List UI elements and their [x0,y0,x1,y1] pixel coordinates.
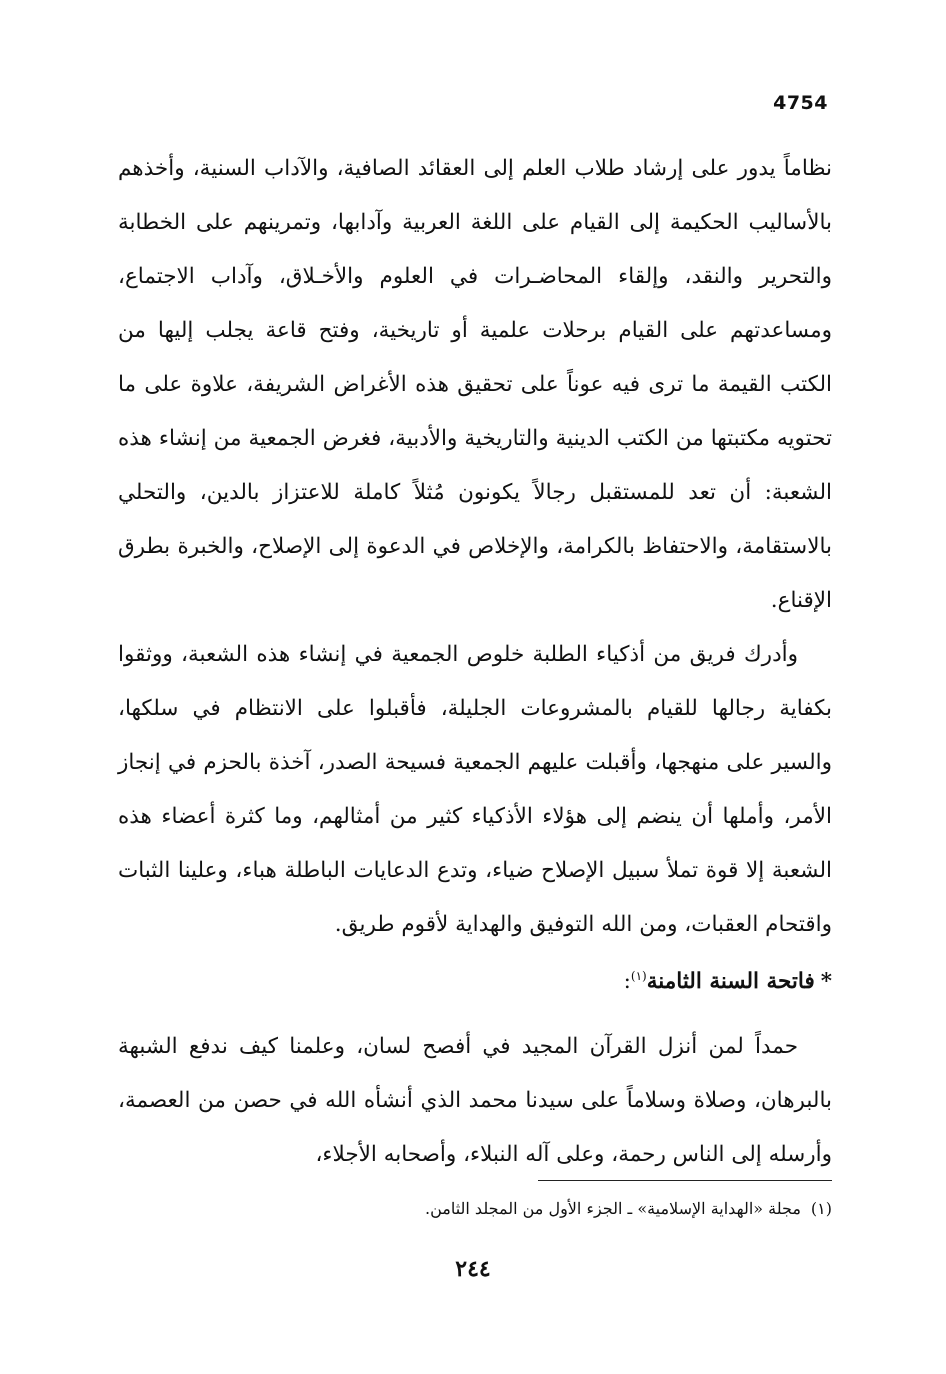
footnote-divider [538,1180,832,1181]
body-text [118,142,832,1182]
footnote-text: مجلة «الهداية الإسلامية» ـ الجزء الأول من المجلد الثامن. [424,1199,801,1218]
footnote-reference: (١) [630,968,647,983]
running-page-reference: 4754 [773,92,828,114]
footnote-number: (١) [810,1199,832,1218]
heading-colon: : [623,969,631,994]
section-heading [118,952,832,1012]
star-bullet-icon: * [820,969,832,994]
paragraph-2: وأدرك فريق من أذكياء الطلبة خلوص الجمعية في إنشاء هذه الشعبة، ووثقوا بكفاية رجالها للقيام بالمشروعات الجليلة، فأقبلوا على الانتظام في سلكها، والسير على منهجها، وأقبلت عليهم الجمعية فسيحة الصدر، آخذة بالحزم في إنجاز الأمر، وأملها أن ينضم إلى هؤلاء الأذكياء كثير من أمثالهم، وما كثرة أعضاء هذه الشعبة إلا قوة تملأ سبيل الإصلاح ضياء، وتدع الدعايات الباطلة هباء، وعلينا الثبات واقتحام العقبات، ومن الله التوفيق والهداية لأقوم طريق. [118,642,832,937]
paragraph-3: حمداً لمن أنزل القرآن المجيد في أفصح لسان، وعلمنا كيف ندفع الشبهة بالبرهان، وصلاة وسلاماً على سيدنا محمد الذي أنشأه الله في حصن من العصمة، وأرسله إلى الناس رحمة، وعلى آله النبلاء، وأصحابه الأجلاء، [118,1034,832,1167]
footnote [425,1196,832,1222]
section-heading-title: فاتحة السنة الثامنة [646,969,815,994]
page-number: ٢٤٤ [455,1256,491,1282]
paragraph-1: نظاماً يدور على إرشاد طلاب العلم إلى العقائد الصافية، والآداب السنية، وأخذهم بالأساليب الحكيمة إلى القيام على اللغة العربية وآدابها، وتمرينهم على الخطابة والتحرير والنقد، وإلقاء المحاضـرات في العلوم والأخـلاق، وآداب الاجتماع، ومساعدتهم على القيام برحلات علمية أو تاريخية، وفتح قاعة يجلب إليها من الكتب القيمة ما ترى فيه عوناً على تحقيق هذه الأغراض الشريفة، علاوة على ما تحتويه مكتبتها من الكتب الدينية والتاريخية والأدبية، فغرض الجمعية من إنشاء هذه الشعبة: أن تعد للمستقبل رجالاً يكونون مُثلاً كاملة للاعتزاز بالدين، والتحلي بالاستقامة، والاحتفاظ بالكرامة، والإخلاص في الدعوة إلى الإصلاح، والخبرة بطرق الإقناع. [118,156,832,613]
